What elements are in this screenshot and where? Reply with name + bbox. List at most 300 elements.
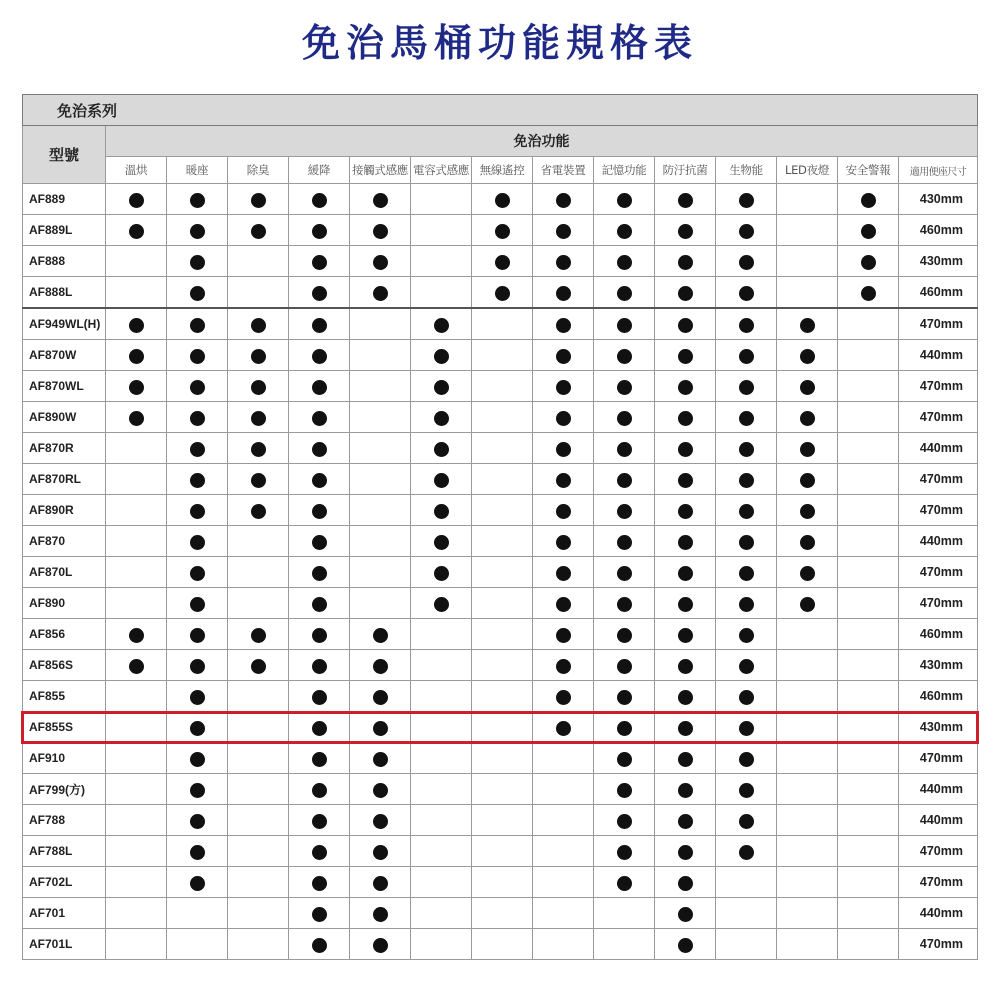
table-row [23, 929, 978, 960]
feature-cell [777, 371, 838, 402]
feature-dot-icon [678, 411, 693, 426]
feature-dot-icon [556, 224, 571, 239]
feature-cell [289, 402, 350, 433]
feature-dot-icon [800, 349, 815, 364]
feature-cell [594, 805, 655, 836]
feature-dot-icon [739, 442, 754, 457]
seat-size-cell: 470mm [899, 836, 978, 867]
feature-cell [594, 774, 655, 805]
feature-cell [777, 836, 838, 867]
feature-dot-icon [312, 814, 327, 829]
feature-cell [106, 805, 167, 836]
feature-cell [533, 836, 594, 867]
feature-cell [533, 805, 594, 836]
feature-cell [228, 898, 289, 929]
feature-cell [350, 650, 411, 681]
feature-dot-icon [190, 193, 205, 208]
feature-cell [167, 246, 228, 277]
model-cell: AF890R [23, 495, 106, 526]
feature-dot-icon [251, 473, 266, 488]
table-row [23, 650, 978, 681]
feature-cell [167, 495, 228, 526]
feature-cell [472, 898, 533, 929]
feature-cell [838, 681, 899, 712]
feature-dot-icon [434, 380, 449, 395]
feature-cell [655, 340, 716, 371]
feature-cell [594, 495, 655, 526]
feature-dot-icon [739, 659, 754, 674]
table-row [23, 805, 978, 836]
feature-cell [289, 805, 350, 836]
feature-dot-icon [739, 535, 754, 550]
feature-cell [472, 836, 533, 867]
table-row [23, 246, 978, 277]
feature-dot-icon [129, 349, 144, 364]
feature-cell [167, 371, 228, 402]
table-row [23, 836, 978, 867]
feature-dot-icon [190, 597, 205, 612]
feature-cell [472, 246, 533, 277]
feature-dot-icon [190, 659, 205, 674]
feature-dot-icon [739, 473, 754, 488]
feature-dot-icon [434, 442, 449, 457]
feature-cell [716, 774, 777, 805]
feature-dot-icon [617, 535, 632, 550]
feature-dot-icon [739, 814, 754, 829]
table-row [23, 557, 978, 588]
feature-cell [350, 867, 411, 898]
table-row [23, 495, 978, 526]
column-header: 生物能 [716, 157, 777, 184]
feature-dot-icon [739, 349, 754, 364]
feature-cell [716, 371, 777, 402]
feature-dot-icon [800, 473, 815, 488]
seat-size-cell: 440mm [899, 805, 978, 836]
feature-dot-icon [373, 814, 388, 829]
feature-cell [411, 619, 472, 650]
feature-cell [106, 774, 167, 805]
feature-dot-icon [373, 255, 388, 270]
feature-cell [716, 557, 777, 588]
feature-cell [411, 277, 472, 309]
model-cell: AF701L [23, 929, 106, 960]
feature-cell [411, 340, 472, 371]
feature-cell [350, 619, 411, 650]
feature-cell [228, 557, 289, 588]
feature-cell [533, 619, 594, 650]
feature-dot-icon [129, 318, 144, 333]
feature-cell [655, 929, 716, 960]
feature-dot-icon [434, 473, 449, 488]
feature-cell [289, 774, 350, 805]
feature-cell [594, 898, 655, 929]
feature-cell [411, 650, 472, 681]
feature-cell [655, 588, 716, 619]
feature-cell [838, 402, 899, 433]
feature-dot-icon [495, 224, 510, 239]
feature-dot-icon [861, 224, 876, 239]
model-cell: AF949WL(H) [23, 308, 106, 340]
model-cell: AF890W [23, 402, 106, 433]
feature-cell [472, 774, 533, 805]
feature-cell [289, 184, 350, 215]
feature-dot-icon [312, 566, 327, 581]
model-cell: AF788 [23, 805, 106, 836]
feature-dot-icon [190, 566, 205, 581]
feature-cell [533, 433, 594, 464]
feature-dot-icon [617, 876, 632, 891]
feature-cell [594, 215, 655, 246]
feature-cell [655, 277, 716, 309]
spec-sheet [22, 94, 978, 960]
feature-dot-icon [312, 349, 327, 364]
feature-dot-icon [312, 659, 327, 674]
feature-cell [472, 526, 533, 557]
table-row [23, 712, 978, 743]
feature-dot-icon [617, 659, 632, 674]
feature-dot-icon [556, 255, 571, 270]
feature-dot-icon [495, 193, 510, 208]
feature-cell [228, 371, 289, 402]
feature-dot-icon [312, 845, 327, 860]
feature-cell [411, 743, 472, 774]
feature-dot-icon [556, 721, 571, 736]
feature-cell [594, 929, 655, 960]
feature-dot-icon [556, 286, 571, 301]
table-row [23, 433, 978, 464]
feature-dot-icon [739, 721, 754, 736]
feature-dot-icon [739, 255, 754, 270]
feature-dot-icon [617, 318, 632, 333]
feature-cell [716, 526, 777, 557]
model-cell: AF888L [23, 277, 106, 309]
feature-dot-icon [556, 473, 571, 488]
feature-cell [838, 557, 899, 588]
feature-cell [289, 340, 350, 371]
feature-cell [350, 246, 411, 277]
feature-dot-icon [678, 473, 693, 488]
feature-cell [106, 898, 167, 929]
feature-cell [472, 277, 533, 309]
feature-dot-icon [739, 597, 754, 612]
model-header: 型號 [23, 126, 106, 184]
feature-cell [411, 929, 472, 960]
feature-cell [289, 433, 350, 464]
feature-cell [411, 308, 472, 340]
model-cell: AF870L [23, 557, 106, 588]
feature-cell [838, 495, 899, 526]
feature-cell [228, 805, 289, 836]
feature-cell [838, 277, 899, 309]
feature-dot-icon [556, 535, 571, 550]
feature-cell [655, 712, 716, 743]
feature-cell [777, 929, 838, 960]
feature-dot-icon [556, 690, 571, 705]
feature-cell [655, 867, 716, 898]
feature-cell [472, 184, 533, 215]
feature-cell [289, 246, 350, 277]
feature-cell [777, 712, 838, 743]
feature-cell [655, 184, 716, 215]
feature-cell [533, 246, 594, 277]
feature-cell [472, 495, 533, 526]
feature-dot-icon [739, 318, 754, 333]
feature-dot-icon [678, 690, 693, 705]
feature-cell [533, 184, 594, 215]
feature-cell [411, 526, 472, 557]
feature-dot-icon [617, 504, 632, 519]
model-cell: AF856 [23, 619, 106, 650]
model-cell: AF889L [23, 215, 106, 246]
feature-cell [594, 464, 655, 495]
feature-cell [838, 774, 899, 805]
feature-cell [106, 526, 167, 557]
feature-dot-icon [678, 814, 693, 829]
feature-dot-icon [251, 318, 266, 333]
feature-cell [289, 526, 350, 557]
feature-cell [411, 371, 472, 402]
feature-cell [167, 215, 228, 246]
feature-dot-icon [251, 504, 266, 519]
table-row [23, 215, 978, 246]
feature-cell [350, 557, 411, 588]
feature-dot-icon [312, 907, 327, 922]
feature-cell [716, 650, 777, 681]
feature-cell [350, 184, 411, 215]
model-cell: AF788L [23, 836, 106, 867]
feature-cell [411, 495, 472, 526]
feature-cell [838, 867, 899, 898]
feature-dot-icon [190, 535, 205, 550]
seat-size-cell: 470mm [899, 588, 978, 619]
feature-dot-icon [373, 286, 388, 301]
seat-size-cell: 470mm [899, 557, 978, 588]
feature-dot-icon [678, 566, 693, 581]
feature-cell [106, 588, 167, 619]
feature-cell [228, 929, 289, 960]
feature-cell [838, 215, 899, 246]
feature-cell [289, 464, 350, 495]
feature-cell [411, 588, 472, 619]
feature-cell [167, 898, 228, 929]
table-row [23, 526, 978, 557]
feature-dot-icon [129, 224, 144, 239]
feature-dot-icon [739, 752, 754, 767]
feature-cell [106, 402, 167, 433]
feature-cell [594, 836, 655, 867]
feature-cell [228, 184, 289, 215]
feature-cell [838, 743, 899, 774]
feature-cell [350, 929, 411, 960]
feature-dot-icon [678, 193, 693, 208]
feature-dot-icon [190, 318, 205, 333]
feature-cell [167, 588, 228, 619]
seat-size-cell: 430mm [899, 184, 978, 215]
feature-cell [594, 371, 655, 402]
feature-cell [655, 433, 716, 464]
feature-cell [167, 650, 228, 681]
seat-size-cell: 470mm [899, 402, 978, 433]
feature-dot-icon [556, 442, 571, 457]
feature-dot-icon [312, 442, 327, 457]
feature-cell [411, 805, 472, 836]
feature-cell [716, 246, 777, 277]
feature-cell [533, 681, 594, 712]
feature-cell [411, 712, 472, 743]
feature-cell [777, 495, 838, 526]
feature-cell [228, 495, 289, 526]
feature-cell [777, 557, 838, 588]
feature-cell [289, 898, 350, 929]
feature-dot-icon [739, 380, 754, 395]
feature-cell [106, 308, 167, 340]
feature-cell [289, 588, 350, 619]
feature-dot-icon [678, 597, 693, 612]
column-header: 省電裝置 [533, 157, 594, 184]
feature-cell [289, 371, 350, 402]
feature-dot-icon [312, 224, 327, 239]
seat-size-cell: 460mm [899, 619, 978, 650]
feature-cell [167, 526, 228, 557]
model-cell: AF855S [23, 712, 106, 743]
feature-cell [472, 712, 533, 743]
feature-dot-icon [556, 349, 571, 364]
feature-dot-icon [800, 380, 815, 395]
feature-cell [106, 464, 167, 495]
feature-cell [228, 588, 289, 619]
column-header: 電容式感應 [411, 157, 472, 184]
feature-cell [411, 433, 472, 464]
feature-cell [533, 371, 594, 402]
feature-dot-icon [373, 845, 388, 860]
feature-cell [167, 743, 228, 774]
feature-cell [228, 681, 289, 712]
feature-cell [777, 433, 838, 464]
feature-dot-icon [251, 224, 266, 239]
feature-cell [289, 836, 350, 867]
column-header: 緩降 [289, 157, 350, 184]
feature-dot-icon [190, 628, 205, 643]
feature-cell [289, 743, 350, 774]
feature-dot-icon [678, 721, 693, 736]
feature-dot-icon [739, 411, 754, 426]
model-cell: AF856S [23, 650, 106, 681]
feature-dot-icon [190, 442, 205, 457]
feature-dot-icon [556, 318, 571, 333]
feature-cell [167, 184, 228, 215]
feature-dot-icon [373, 690, 388, 705]
feature-dot-icon [678, 504, 693, 519]
model-cell: AF870WL [23, 371, 106, 402]
seat-size-cell: 440mm [899, 898, 978, 929]
feature-cell [228, 340, 289, 371]
feature-cell [777, 898, 838, 929]
feature-dot-icon [434, 597, 449, 612]
feature-cell [533, 712, 594, 743]
feature-cell [411, 215, 472, 246]
model-cell: AF889 [23, 184, 106, 215]
feature-cell [350, 898, 411, 929]
feature-cell [716, 495, 777, 526]
feature-cell [594, 588, 655, 619]
model-cell: AF702L [23, 867, 106, 898]
feature-dot-icon [678, 442, 693, 457]
feature-cell [411, 774, 472, 805]
feature-cell [777, 774, 838, 805]
feature-cell [533, 650, 594, 681]
feature-cell [838, 712, 899, 743]
feature-cell [350, 743, 411, 774]
feature-dot-icon [251, 349, 266, 364]
column-header: LED夜燈 [777, 157, 838, 184]
feature-cell [838, 184, 899, 215]
feature-dot-icon [678, 224, 693, 239]
feature-dot-icon [190, 721, 205, 736]
feature-dot-icon [434, 349, 449, 364]
series-label: 免治系列 [23, 95, 978, 126]
feature-dot-icon [556, 597, 571, 612]
feature-cell [228, 774, 289, 805]
feature-cell [533, 774, 594, 805]
feature-cell [594, 184, 655, 215]
feature-cell [594, 650, 655, 681]
feature-cell [838, 836, 899, 867]
feature-cell [533, 526, 594, 557]
seat-size-cell: 440mm [899, 340, 978, 371]
feature-cell [350, 774, 411, 805]
feature-cell [167, 774, 228, 805]
column-header: 安全警報 [838, 157, 899, 184]
feature-dot-icon [617, 721, 632, 736]
feature-cell [777, 588, 838, 619]
feature-cell [106, 929, 167, 960]
feature-cell [106, 557, 167, 588]
feature-dot-icon [678, 659, 693, 674]
feature-dot-icon [312, 752, 327, 767]
feature-cell [350, 433, 411, 464]
seat-size-cell: 470mm [899, 743, 978, 774]
column-header: 無線遙控 [472, 157, 533, 184]
table-row [23, 340, 978, 371]
feature-dot-icon [800, 318, 815, 333]
feature-cell [777, 805, 838, 836]
feature-dot-icon [434, 566, 449, 581]
feature-cell [594, 743, 655, 774]
feature-cell [472, 681, 533, 712]
feature-dot-icon [434, 535, 449, 550]
feature-cell [350, 308, 411, 340]
feature-cell [289, 557, 350, 588]
feature-cell [228, 433, 289, 464]
feature-dot-icon [800, 504, 815, 519]
feature-cell [533, 215, 594, 246]
feature-cell [777, 308, 838, 340]
feature-cell [167, 867, 228, 898]
feature-cell [655, 836, 716, 867]
feature-dot-icon [678, 876, 693, 891]
feature-cell [716, 619, 777, 650]
feature-cell [411, 867, 472, 898]
feature-cell [594, 340, 655, 371]
feature-cell [289, 650, 350, 681]
feature-cell [411, 681, 472, 712]
feature-dot-icon [800, 535, 815, 550]
feature-cell [350, 836, 411, 867]
model-cell: AF870 [23, 526, 106, 557]
feature-cell [228, 402, 289, 433]
feature-dot-icon [190, 473, 205, 488]
feature-cell [411, 464, 472, 495]
